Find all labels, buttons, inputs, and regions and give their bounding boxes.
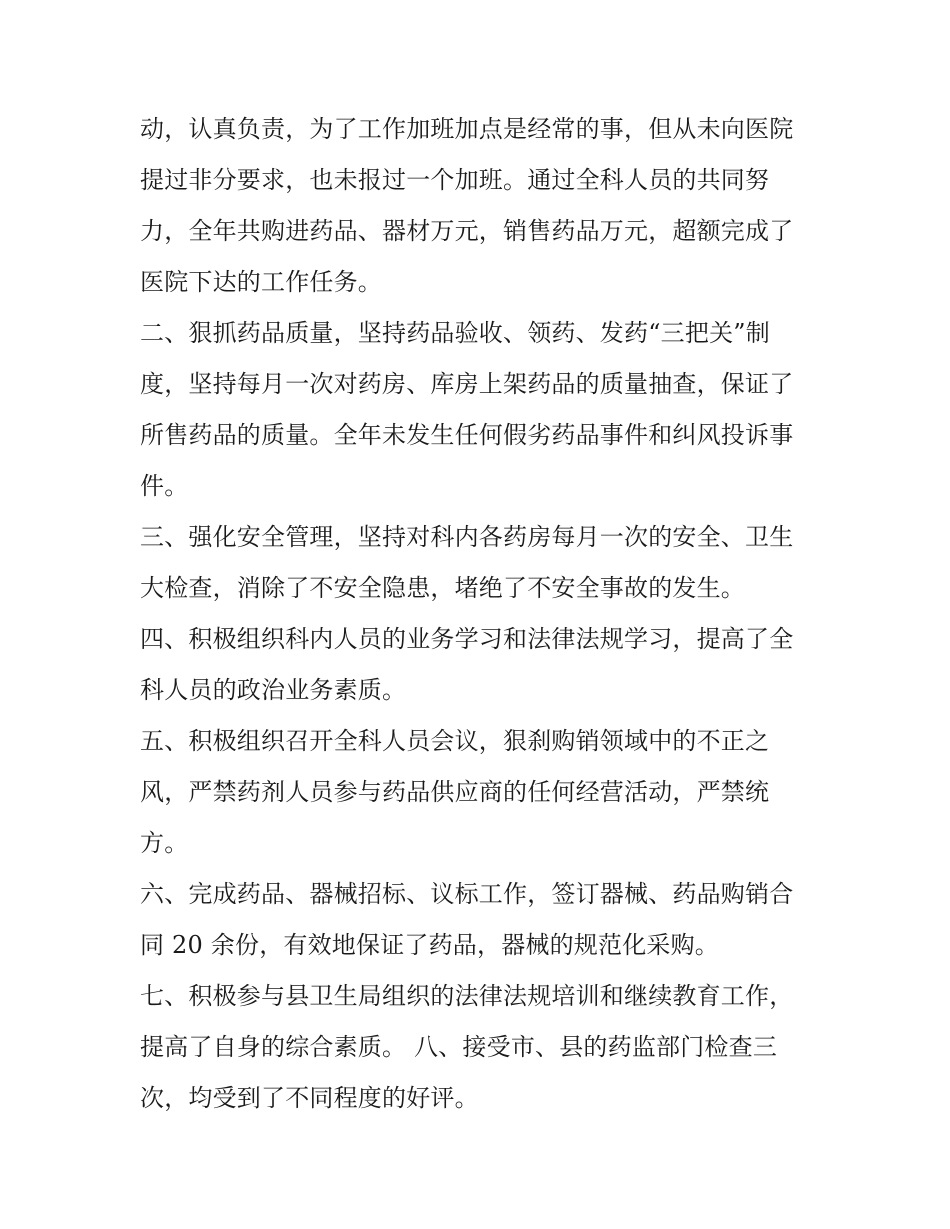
text-line: 三、强化安全管理，坚持对科内各药房每月一次的安全、卫生 [140,523,794,551]
text-line: 力，全年共购进药品、器材万元，销售药品万元，超额完成了 [140,217,794,245]
text-line: 风，严禁药剂人员参与药品供应商的任何经营活动，严禁统 [140,778,770,806]
text-line: 提高了自身的综合素质。 八、接受市、县的药监部门检查三 [140,1033,778,1061]
text-line: 医院下达的工作任务。 [140,268,382,296]
text-line: 次，均受到了不同程度的好评。 [140,1084,479,1112]
text-line: 四、积极组织科内人员的业务学习和法律法规学习，提高了全 [140,625,794,653]
text-line: 大检查，消除了不安全隐患，堵绝了不安全事故的发生。 [140,574,745,602]
text-line: 五、积极组织召开全科人员会议，狠刹购销领域中的不正之 [140,727,770,755]
text-line: 提过非分要求，也未报过一个加班。通过全科人员的共同努 [140,166,770,194]
text-line: 同 20 余份，有效地保证了药品，器械的规范化采购。 [140,931,719,959]
text-line: 度，坚持每月一次对药房、库房上架药品的质量抽查，保证了 [140,370,794,398]
text-line: 动，认真负责，为了工作加班加点是经常的事，但从未向医院 [140,115,794,143]
text-line: 科人员的政治业务素质。 [140,676,407,704]
document-body [140,104,820,1124]
text-line: 六、完成药品、器械招标、议标工作，签订器械、药品购销合 [140,880,794,908]
text-line: 所售药品的质量。全年未发生任何假劣药品事件和纠风投诉事 [140,421,794,449]
text-line: 件。 [140,472,189,500]
text-line: 方。 [140,829,189,857]
text-line: 二、狠抓药品质量，坚持药品验收、领药、发药“三把关”制 [140,319,770,347]
text-line: 七、积极参与县卫生局组织的法律法规培训和继续教育工作， [140,982,794,1010]
